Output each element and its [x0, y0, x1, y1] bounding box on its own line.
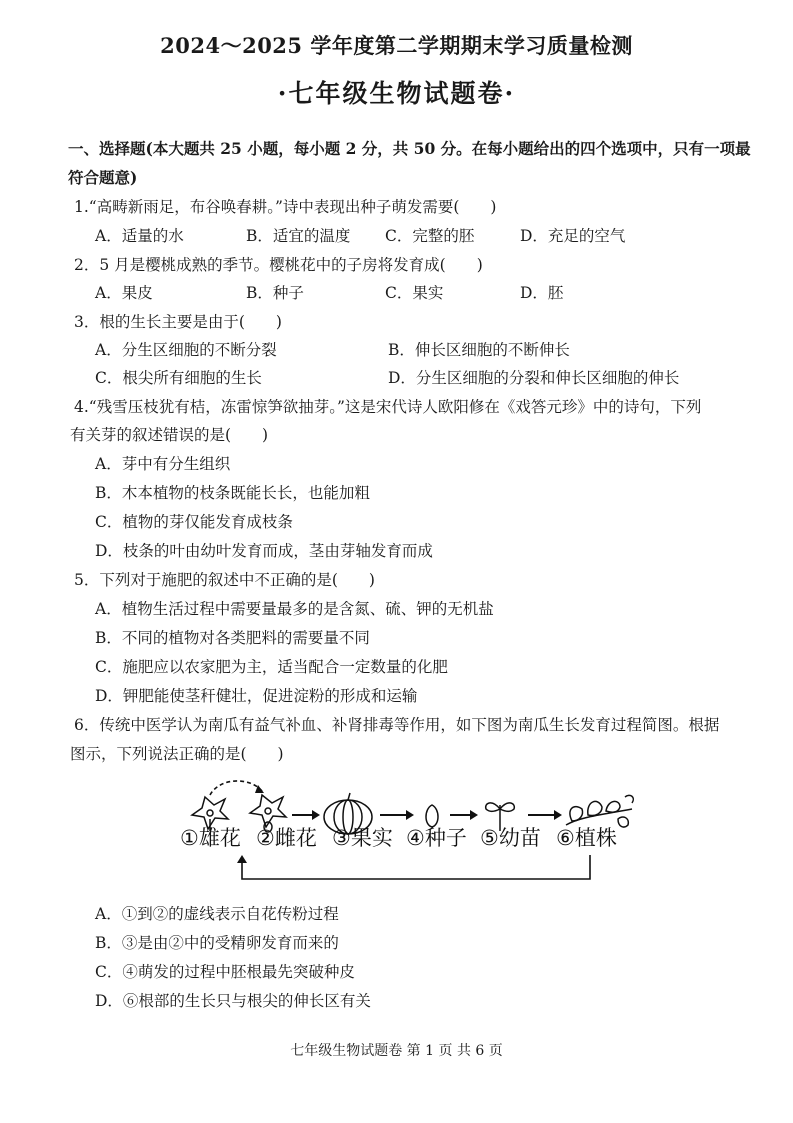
exam-title: 2024～2025 学年度第二学期期末学习质量检测 [160, 33, 633, 58]
pumpkin-lifecycle-diagram [170, 775, 640, 895]
question-4-stem-line1: 4.“残雪压枝犹有桔，冻雷惊笋欲抽芽。”这是宋代诗人欧阳修在《戏答元珍》中的诗句，下列 [74, 398, 702, 416]
question-5-stem: 5．下列对于施肥的叙述中不正确的是( ) [74, 571, 375, 589]
question-3-stem: 3．根的生长主要是由于( ) [74, 313, 282, 331]
question-6-stem-line1: 6．传统中医学认为南瓜有益气补血、补肾排毒等作用，如下图为南瓜生长发育过程简图。根据 [74, 716, 720, 734]
question-4-option-b: B．木本植物的枝条既能长长，也能加粗 [95, 484, 370, 502]
question-2-option-d: D．胚 [520, 284, 564, 302]
question-2-stem: 2．5 月是樱桃成熟的季节。樱桃花中的子房将发育成( ) [74, 256, 483, 274]
question-4-option-a: A．芽中有分生组织 [95, 455, 231, 473]
diagram-label-seed: ④种子 [406, 826, 467, 850]
arrow-icon [292, 810, 320, 820]
question-3-option-a: A．分生区细胞的不断分裂 [95, 341, 277, 359]
question-1-option-a: A．适量的水 [95, 227, 184, 245]
diagram-label-male-flower: ①雄花 [180, 826, 241, 850]
arrow-icon [528, 810, 562, 820]
question-5-option-c: C．施肥应以农家肥为主，适当配合一定数量的化肥 [95, 658, 448, 676]
question-6-option-b: B．③是由②中的受精卵发育而来的 [95, 934, 339, 952]
question-3-option-c: C．根尖所有细胞的生长 [95, 369, 262, 387]
diagram-label-female-flower: ②雌花 [256, 826, 317, 850]
question-6-option-d: D．⑥根部的生长只与根尖的伸长区有关 [95, 992, 371, 1010]
question-4-stem-line2: 有关芽的叙述错误的是( ) [70, 426, 269, 444]
diagram-label-plant: ⑥植株 [556, 826, 617, 850]
question-1-stem: 1.“高畴新雨足，布谷唤春耕。”诗中表现出种子萌发需要( ) [74, 198, 497, 216]
arrow-icon [450, 810, 478, 820]
question-2-option-b: B．种子 [246, 284, 304, 302]
page-footer: 七年级生物试题卷 第 1 页 共 6 页 [290, 1043, 503, 1059]
question-1-option-b: B．适宜的温度 [246, 227, 351, 245]
question-1-option-c: C．完整的胚 [385, 227, 475, 245]
question-3-option-b: B．伸长区细胞的不断伸长 [388, 341, 570, 359]
question-6-stem-line2: 图示，下列说法正确的是( ) [70, 745, 284, 763]
question-5-option-d: D．钾肥能使茎秆健壮，促进淀粉的形成和运输 [95, 687, 418, 705]
question-6-option-c: C．④萌发的过程中胚根最先突破种皮 [95, 963, 355, 981]
exam-subtitle: ·七年级生物试题卷· [277, 79, 516, 108]
question-3-option-d: D．分生区细胞的分裂和伸长区细胞的伸长 [388, 369, 680, 387]
question-6-option-a: A．①到②的虚线表示自花传粉过程 [95, 905, 339, 923]
question-4-option-d: D．枝条的叶由幼叶发育而成，茎由芽轴发育而成 [95, 542, 433, 560]
question-2-option-a: A．果皮 [95, 284, 153, 302]
diagram-label-seedling: ⑤幼苗 [480, 826, 541, 850]
question-5-option-a: A．植物生活过程中需要量最多的是含氮、硫、钾的无机盐 [95, 600, 494, 618]
question-5-option-b: B．不同的植物对各类肥料的需要量不同 [95, 629, 370, 647]
section-heading-line2: 符合题意) [68, 168, 138, 187]
diagram-label-fruit: ③果实 [332, 826, 393, 850]
plant-icon [566, 795, 633, 827]
cycle-return-arrow [237, 855, 590, 879]
section-heading-line1: 一、选择题(本大题共 25 小题，每小题 2 分，共 50 分。在每小题给出的四个选项中，只有一项最 [68, 139, 751, 158]
seed-icon [426, 805, 438, 827]
question-4-option-c: C．植物的芽仅能发育成枝条 [95, 513, 293, 531]
arrow-icon [380, 810, 414, 820]
pollination-dashed-arrow [210, 781, 262, 795]
question-1-option-d: D．充足的空气 [520, 227, 626, 245]
question-2-option-c: C．果实 [385, 284, 444, 302]
